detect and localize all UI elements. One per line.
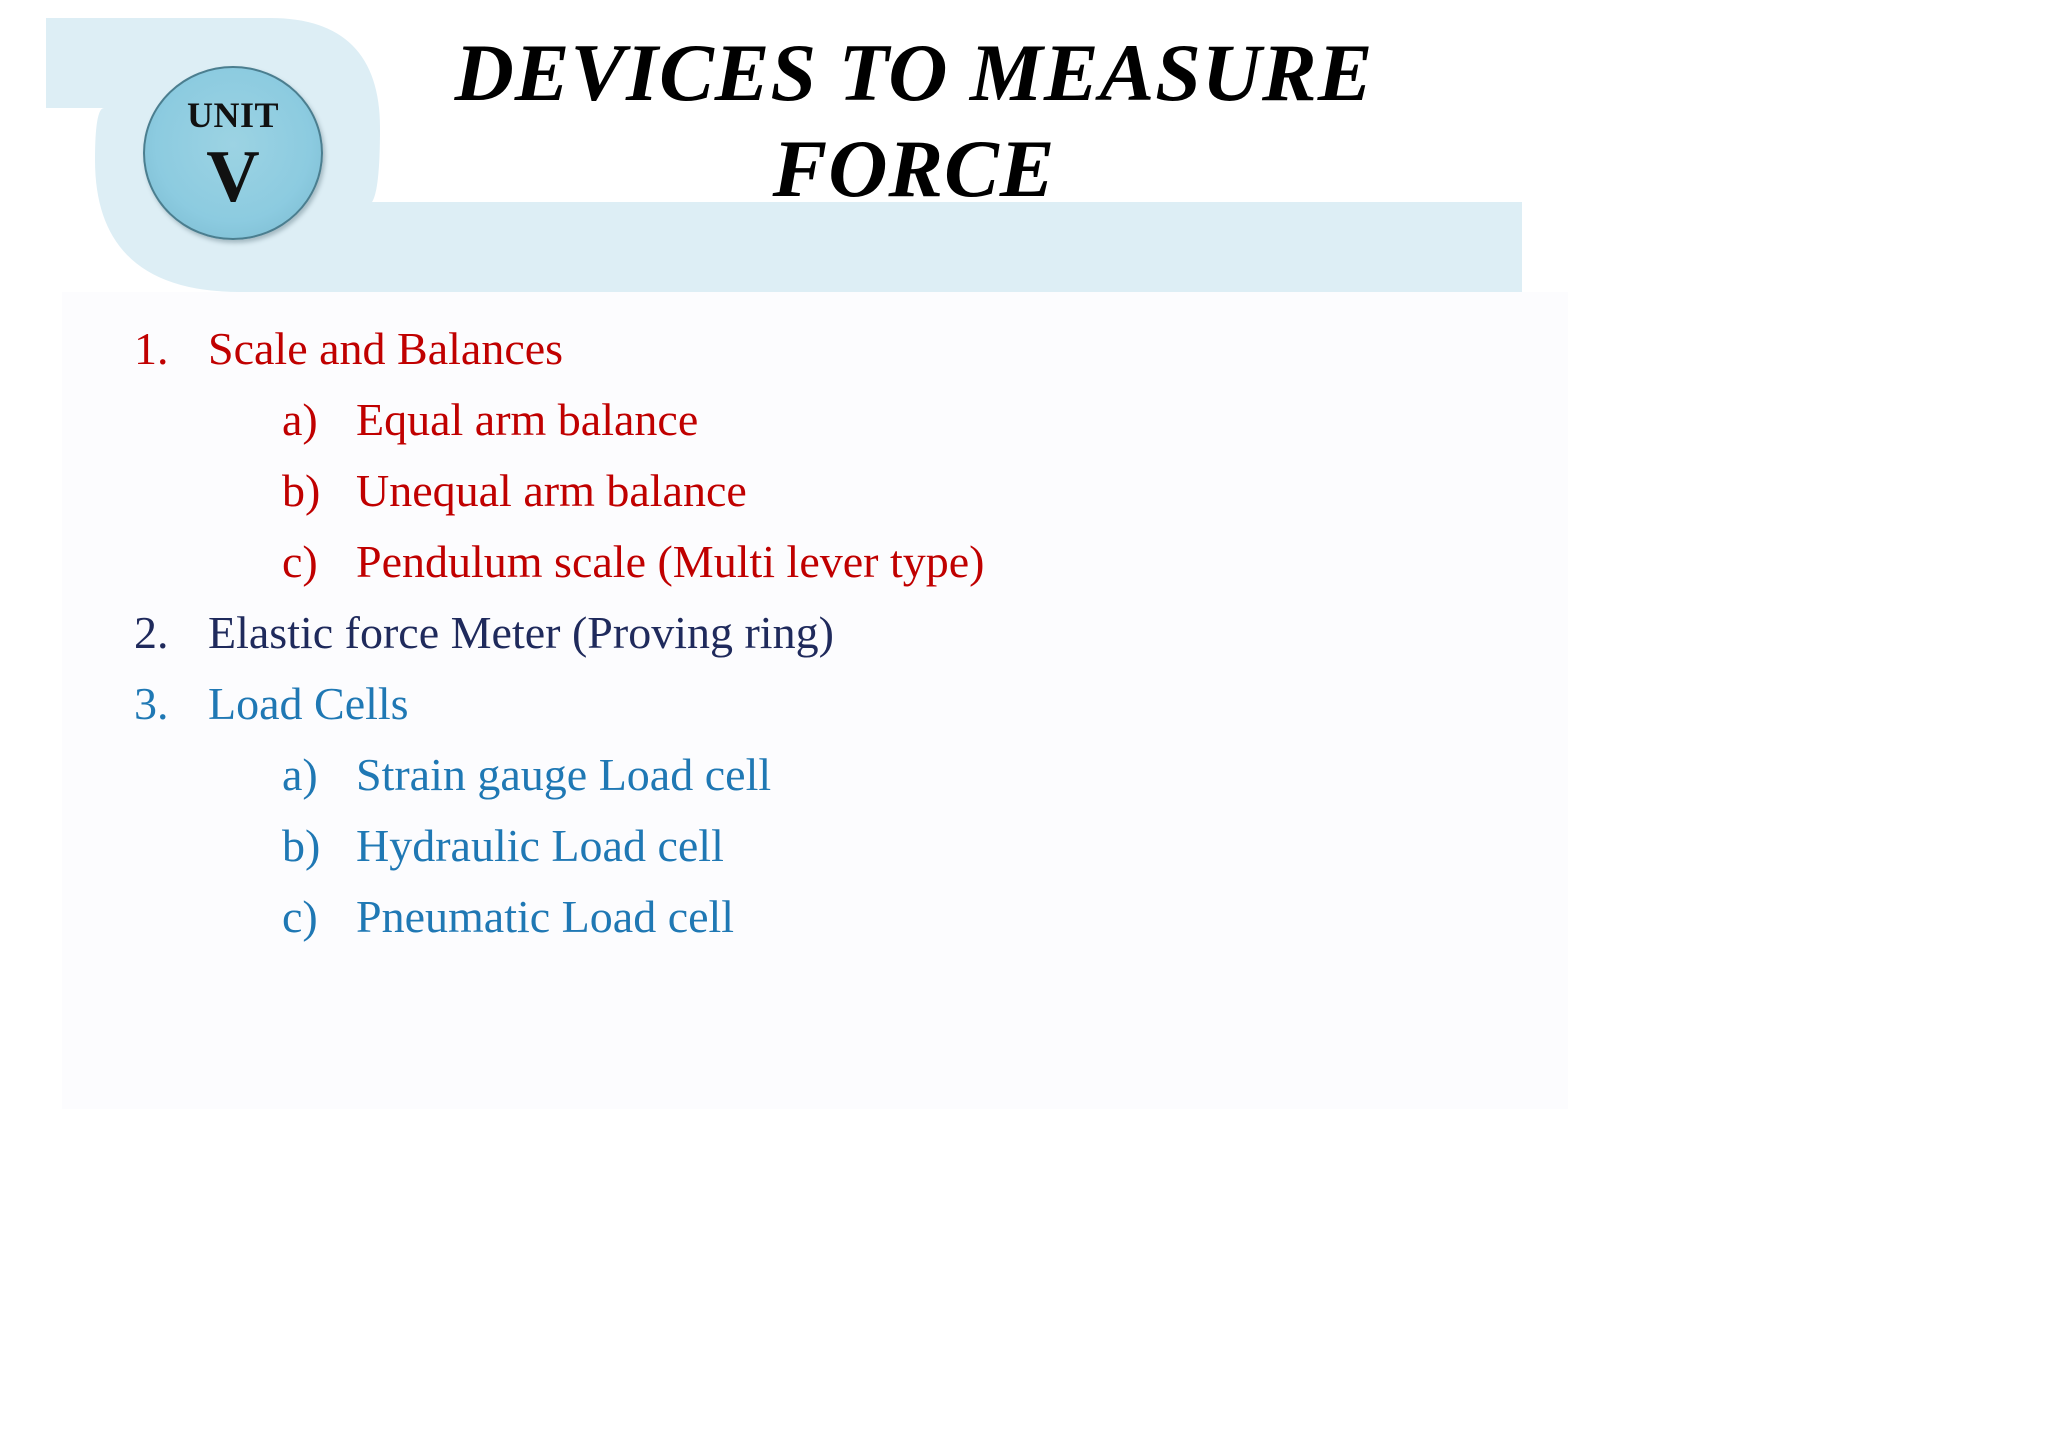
outline-text: Elastic force Meter (Proving ring) (208, 607, 834, 658)
outline-text: Pneumatic Load cell (356, 891, 735, 942)
outline-text: Equal arm balance (356, 394, 699, 445)
outline-marker: b) (282, 465, 321, 516)
outline-marker: b) (282, 820, 321, 871)
outline-marker: 1. (134, 323, 169, 374)
outline-marker: a) (282, 749, 318, 800)
slide-title-line-2: FORCE (772, 123, 1056, 214)
outline-marker: 3. (134, 678, 169, 729)
outline-text: Unequal arm balance (356, 465, 747, 516)
outline-marker: a) (282, 394, 318, 445)
outline-marker: 2. (134, 607, 169, 658)
outline-text: Pendulum scale (Multi lever type) (356, 536, 985, 587)
outline-text: Load Cells (208, 678, 409, 729)
unit-number: V (206, 136, 260, 218)
outline-marker: c) (282, 536, 318, 587)
outline-text: Strain gauge Load cell (356, 749, 772, 800)
outline-text: Scale and Balances (208, 323, 564, 374)
slide-title-line-1: DEVICES TO MEASURE (454, 27, 1374, 118)
outline-text: Hydraulic Load cell (356, 820, 724, 871)
unit-label: UNIT (186, 95, 280, 135)
outline-marker: c) (282, 891, 318, 942)
unit-badge (143, 66, 323, 240)
